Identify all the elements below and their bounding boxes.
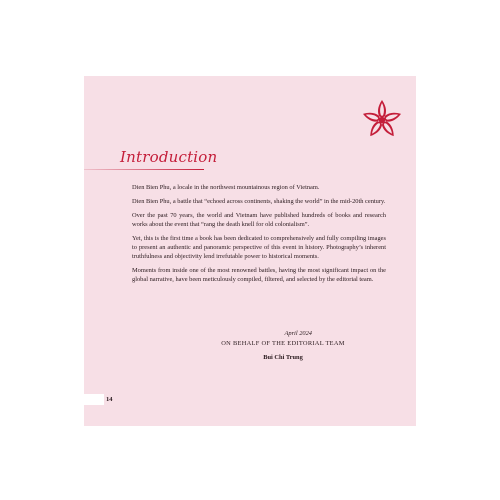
paragraph: Moments from inside one of the most renowned battles, having the most significant impact on the global narrative, have been meticulously compiled, filtered, and selected by the editorial team. — [132, 267, 386, 283]
signoff-team: ON BEHALF OF THE EDITORIAL TEAM — [221, 340, 345, 347]
paragraph: Yet, this is the first time a book has been dedicated to comprehensively and fully compiling images to present an authentic and panoramic perspective of this event in history. Photography’s inherent truthfulness and objectivity lend irrefutable power to historical moments. — [132, 235, 386, 260]
red-star-emblem-icon — [360, 98, 404, 142]
signoff-name: Bui Chi Trung — [263, 354, 303, 361]
paragraph: Dien Bien Phu, a locale in the northwest mountainous region of Vietnam. — [132, 184, 320, 191]
signoff-date: April 2024 — [284, 330, 312, 337]
page-heading: Introduction — [120, 148, 218, 166]
heading-underline — [84, 169, 204, 170]
page-number: 14 — [106, 396, 113, 403]
introduction-body — [132, 183, 386, 289]
paragraph: Dien Bien Phu, a battle that “echoed across continents, shaking the world” in the mid-20th century. — [132, 198, 386, 205]
page-number-tab — [84, 394, 104, 405]
paragraph: Over the past 70 years, the world and Vietnam have published hundreds of books and research works about the event that “rang the death knell for old colonialism”. — [132, 212, 386, 228]
book-page — [84, 76, 416, 426]
signoff-block — [132, 329, 386, 363]
